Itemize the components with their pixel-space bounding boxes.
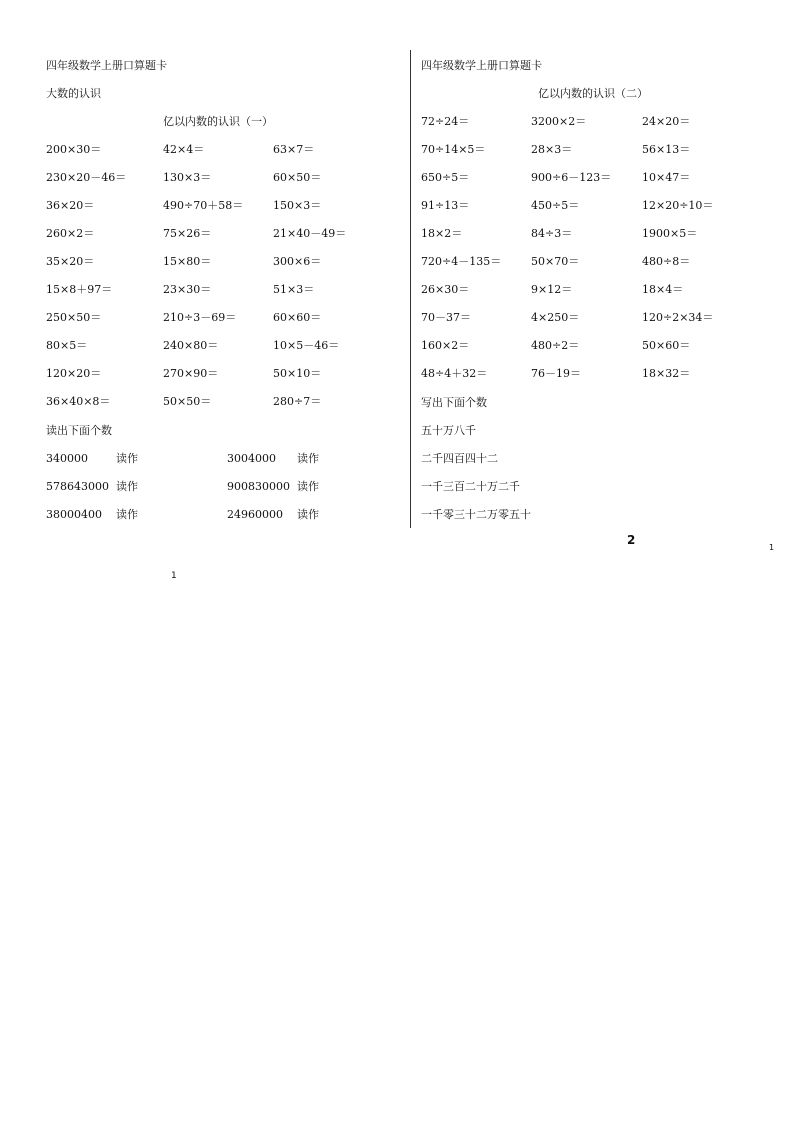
right-card-title: 四年级数学上册口算题卡	[421, 59, 542, 72]
arithmetic-problem: 10×5－46＝	[273, 339, 340, 352]
left-section-title: 亿以内数的认识（一）	[163, 115, 273, 128]
arithmetic-problem: 70÷14×5＝	[421, 143, 486, 156]
arithmetic-problem: 160×2＝	[421, 339, 470, 352]
arithmetic-problem: 120÷2×34＝	[642, 311, 714, 324]
arithmetic-problem: 18×32＝	[642, 367, 691, 380]
arithmetic-problem: 450÷5＝	[531, 199, 580, 212]
read-label: 读作	[297, 480, 319, 493]
arithmetic-problem: 12×20÷10＝	[642, 199, 714, 212]
arithmetic-problem: 280÷7＝	[273, 395, 322, 408]
arithmetic-problem: 50×50＝	[163, 395, 212, 408]
column-divider	[410, 50, 411, 528]
read-number: 38000400	[46, 508, 102, 521]
arithmetic-problem: 15×8＋97＝	[46, 283, 113, 296]
arithmetic-problem: 18×4＝	[642, 283, 684, 296]
write-item: 二千四百四十二	[421, 452, 498, 465]
arithmetic-problem: 150×3＝	[273, 199, 322, 212]
arithmetic-problem: 230×20－46＝	[46, 171, 127, 184]
arithmetic-problem: 720÷4－135＝	[421, 255, 502, 268]
arithmetic-problem: 300×6＝	[273, 255, 322, 268]
arithmetic-problem: 130×3＝	[163, 171, 212, 184]
right-write-title: 写出下面个数	[421, 396, 487, 409]
arithmetic-problem: 4×250＝	[531, 311, 580, 324]
arithmetic-problem: 63×7＝	[273, 143, 315, 156]
arithmetic-problem: 3200×2＝	[531, 115, 587, 128]
left-page-number: 1	[171, 571, 177, 581]
arithmetic-problem: 36×20＝	[46, 199, 95, 212]
arithmetic-problem: 50×70＝	[531, 255, 580, 268]
arithmetic-problem: 76－19＝	[531, 367, 581, 380]
arithmetic-problem: 50×10＝	[273, 367, 322, 380]
read-label: 读作	[297, 508, 319, 521]
right-section-title: 亿以内数的认识（二）	[538, 87, 648, 100]
read-number: 24960000	[227, 508, 283, 521]
arithmetic-problem: 240×80＝	[163, 339, 219, 352]
read-number: 900830000	[227, 480, 290, 493]
read-number: 578643000	[46, 480, 109, 493]
arithmetic-problem: 650÷5＝	[421, 171, 470, 184]
arithmetic-problem: 270×90＝	[163, 367, 219, 380]
arithmetic-problem: 490÷70＋58＝	[163, 199, 244, 212]
arithmetic-problem: 18×2＝	[421, 227, 463, 240]
arithmetic-problem: 900÷6－123＝	[531, 171, 612, 184]
arithmetic-problem: 120×20＝	[46, 367, 102, 380]
right-page-number: 2	[627, 533, 636, 547]
write-item: 一千三百二十万二千	[421, 480, 520, 493]
read-number: 3004000	[227, 452, 276, 465]
arithmetic-problem: 72÷24＝	[421, 115, 470, 128]
read-label: 读作	[116, 480, 138, 493]
arithmetic-problem: 36×40×8＝	[46, 395, 111, 408]
arithmetic-problem: 50×60＝	[642, 339, 691, 352]
left-unit-title: 大数的认识	[46, 87, 101, 100]
read-label: 读作	[116, 452, 138, 465]
arithmetic-problem: 480÷8＝	[642, 255, 691, 268]
arithmetic-problem: 35×20＝	[46, 255, 95, 268]
arithmetic-problem: 84÷3＝	[531, 227, 573, 240]
arithmetic-problem: 70－37＝	[421, 311, 471, 324]
arithmetic-problem: 42×4＝	[163, 143, 205, 156]
arithmetic-problem: 23×30＝	[163, 283, 212, 296]
left-read-title: 读出下面个数	[46, 424, 112, 437]
arithmetic-problem: 200×30＝	[46, 143, 102, 156]
left-card-title: 四年级数学上册口算题卡	[46, 59, 167, 72]
arithmetic-problem: 56×13＝	[642, 143, 691, 156]
arithmetic-problem: 10×47＝	[642, 171, 691, 184]
arithmetic-problem: 260×2＝	[46, 227, 95, 240]
arithmetic-problem: 1900×5＝	[642, 227, 698, 240]
read-number: 340000	[46, 452, 88, 465]
arithmetic-problem: 250×50＝	[46, 311, 102, 324]
arithmetic-problem: 60×60＝	[273, 311, 322, 324]
arithmetic-problem: 60×50＝	[273, 171, 322, 184]
arithmetic-problem: 9×12＝	[531, 283, 573, 296]
read-label: 读作	[116, 508, 138, 521]
arithmetic-problem: 24×20＝	[642, 115, 691, 128]
arithmetic-problem: 210÷3－69＝	[163, 311, 237, 324]
arithmetic-problem: 51×3＝	[273, 283, 315, 296]
arithmetic-problem: 75×26＝	[163, 227, 212, 240]
read-label: 读作	[297, 452, 319, 465]
corner-page-number: 1	[769, 543, 775, 552]
write-item: 五十万八千	[421, 424, 476, 437]
write-item: 一千零三十二万零五十	[421, 508, 531, 521]
arithmetic-problem: 80×5＝	[46, 339, 88, 352]
arithmetic-problem: 480÷2＝	[531, 339, 580, 352]
arithmetic-problem: 26×30＝	[421, 283, 470, 296]
arithmetic-problem: 48÷4＋32＝	[421, 367, 488, 380]
arithmetic-problem: 91÷13＝	[421, 199, 470, 212]
arithmetic-problem: 15×80＝	[163, 255, 212, 268]
arithmetic-problem: 28×3＝	[531, 143, 573, 156]
arithmetic-problem: 21×40－49＝	[273, 227, 347, 240]
